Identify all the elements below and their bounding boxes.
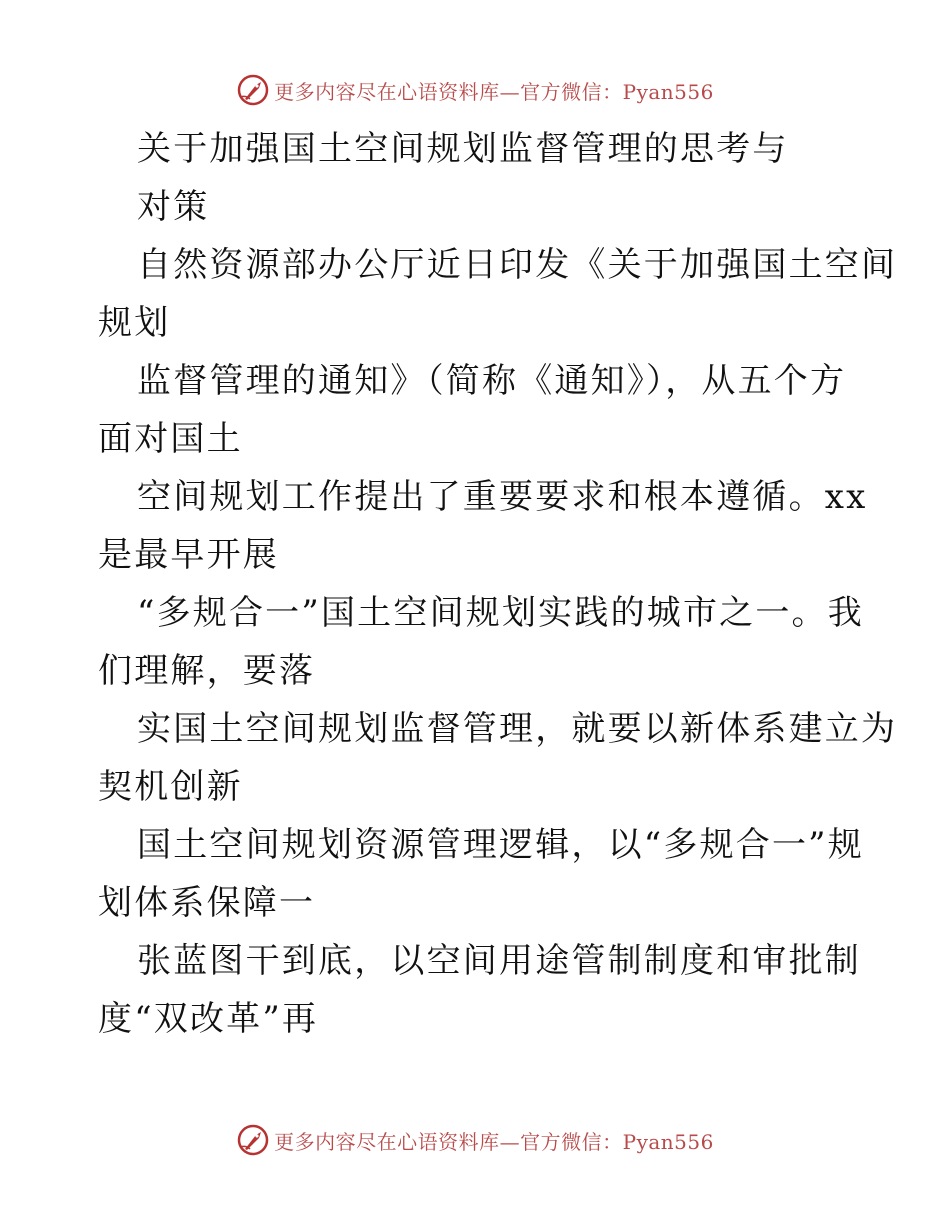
pen-nib-logo-icon xyxy=(236,1123,270,1157)
text-line: 自然资源部办公厅近日印发《关于加强国土空间 xyxy=(137,245,898,285)
pen-nib-logo-icon xyxy=(236,73,270,107)
text-line: 度“双改革”再 xyxy=(98,999,319,1039)
text-line: 契机创新 xyxy=(98,767,243,807)
text-line: 关于加强国土空间规划监督管理的思考与 xyxy=(137,129,789,169)
header-banner xyxy=(0,70,950,110)
text-line: 面对国土 xyxy=(98,419,243,459)
footer-banner-text: 更多内容尽在心语资料库—官方微信：Pyan556 xyxy=(274,1129,714,1154)
text-line: 规划 xyxy=(98,303,171,343)
text-line: 是最早开展 xyxy=(98,535,279,575)
text-line: 国土空间规划资源管理逻辑，以“多规合一”规 xyxy=(137,825,864,865)
header-banner-text: 更多内容尽在心语资料库—官方微信：Pyan556 xyxy=(274,79,714,104)
text-line: “多规合一”国土空间规划实践的城市之一。我 xyxy=(137,593,864,633)
text-line: 张蓝图干到底，以空间用途管制制度和审批制 xyxy=(137,941,861,981)
text-line: 监督管理的通知》（简称《通知》），从五个方 xyxy=(137,361,847,401)
text-line: 实国土空间规划监督管理，就要以新体系建立为 xyxy=(137,709,898,749)
text-line: 对策 xyxy=(137,187,210,227)
text-line: 划体系保障一 xyxy=(98,883,316,923)
text-line: 们理解，要落 xyxy=(98,651,316,691)
text-line: 空间规划工作提出了重要要求和根本遵循。xx xyxy=(137,477,868,517)
footer-banner xyxy=(0,1120,950,1160)
